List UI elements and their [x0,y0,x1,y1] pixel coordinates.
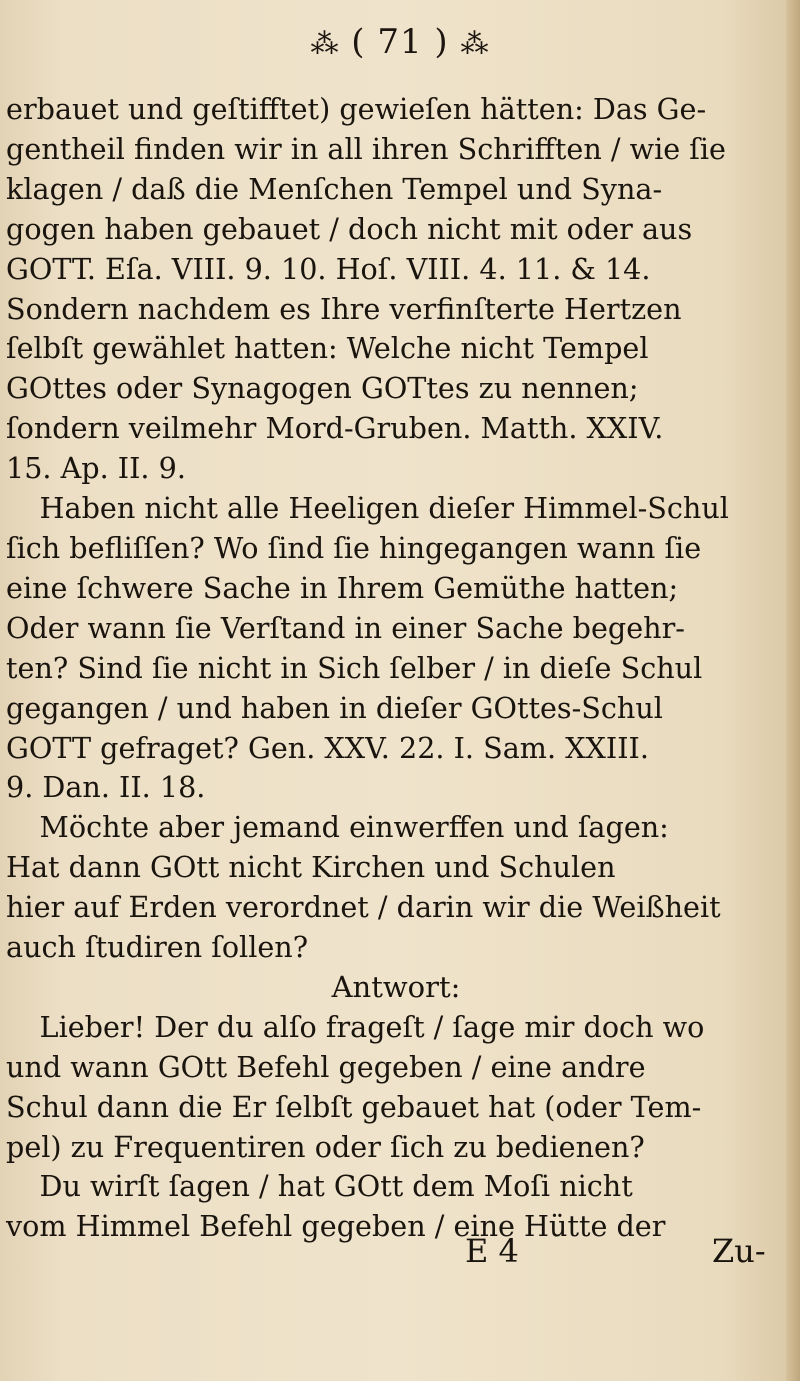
text-line: Oder wann ſie Verſtand in einer Sache begehr- [6,610,685,645]
text-line: auch ſtudiren ſollen? [6,930,309,965]
text-line: gogen haben gebauet / doch nicht mit oder aus [6,211,693,246]
text-line: klagen / daß die Menſchen Tempel und Syna- [6,171,663,206]
text-line: gentheil finden wir in all ihren Schrifften / wie ſie [6,131,726,166]
text-line: GOTT. Eſa. VIII. 9. 10. Hoſ. VIII. 4. 11. & 14. [6,251,651,286]
text-line: 15. Ap. II. 9. [6,451,186,486]
text-line: gegangen / und haben in dieſer GOttes-Schul [6,690,663,725]
text-line: GOttes oder Synagogen GOTtes zu nennen; [6,371,639,406]
text-line: und wann GOtt Befehl gegeben / eine andre [6,1049,646,1084]
body-text [6,90,786,1247]
ornament-right-icon: ⁂ [460,27,490,60]
text-line: ten? Sind ſie nicht in Sich ſelber / in dieſe Schul [6,650,703,685]
page-edge [786,0,800,1381]
text-line: 9. Dan. II. 18. [6,770,206,805]
text-line: eine ſchwere Sache in Ihrem Gemüthe hatten; [6,570,679,605]
text-line: Schul dann die Er ſelbſt gebauet hat (oder Tem- [6,1089,702,1124]
page-header [0,22,800,62]
page-number: ( 71 ) [351,22,449,62]
text-line: ſich befliſſen? Wo ſind ſie hingegangen wann ſie [6,530,702,565]
paragraph-start: Möchte aber jemand einwerffen und ſagen: [39,810,669,845]
ornament-left-icon: ⁂ [310,27,340,60]
paragraph-start: Lieber! Der du alſo frageſt / ſage mir doch wo [39,1009,705,1044]
text-line: GOTT gefraget? Gen. XXV. 22. I. Sam. XXIII. [6,730,649,765]
text-line: ſondern veilmehr Mord-Gruben. Matth. XXIV. [6,411,664,446]
text-line: Sondern nachdem es Ihre verfinſterte Hertzen [6,291,682,326]
text-line: hier auf Erden verordnet / darin wir die Weißheit [6,890,721,925]
text-line: Hat dann GOtt nicht Kirchen und Schulen [6,850,616,885]
paragraph-start: Haben nicht alle Heeligen dieſer Himmel-Schul [39,491,729,526]
paragraph-start: Du wirſt ſagen / hat GOtt dem Moſi nicht [39,1169,633,1204]
section-heading: Antwort: [331,969,461,1004]
text-line: erbauet und geſtifftet) gewieſen hätten: Das Ge- [6,92,707,126]
text-line: pel) zu Frequentiren oder ſich zu bedienen? [6,1129,645,1164]
signature-mark: E 4 [465,1232,519,1270]
text-line: ſelbſt gewählet hatten: Welche nicht Tempel [6,331,649,366]
text-line: vom Himmel Befehl gegeben / eine Hütte der [6,1209,666,1244]
catchword: Zu- [712,1232,766,1270]
